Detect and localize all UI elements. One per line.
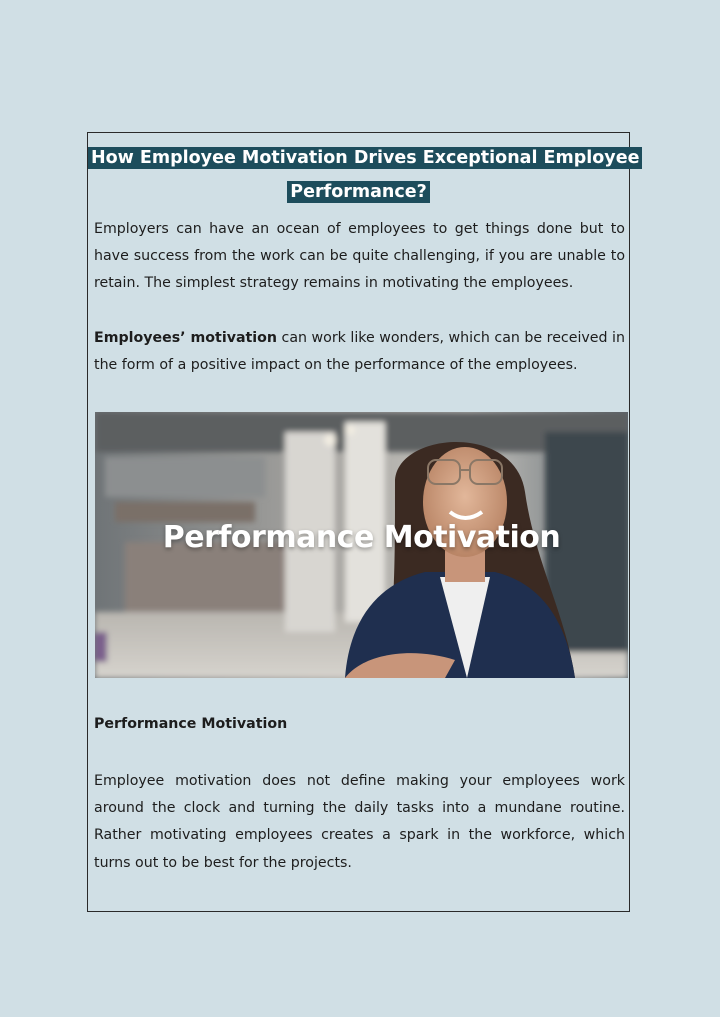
document-page: [87, 132, 640, 912]
intro-paragraph: Employers can have an ocean of employees to get things done but to have success from the work can be quite challenging, if you are unable to retain. The simplest strategy remains in motivating the employees.: [94, 221, 625, 292]
page-title: [88, 141, 640, 209]
motivation-paragraph-text: can work like wonders, which can be received in the form of a positive impact on the performance of the employees.: [94, 330, 625, 374]
section-heading: Performance Motivation: [94, 716, 288, 732]
motivation-bold-phrase: Employees’ motivation: [94, 330, 278, 346]
hero-caption: Performance Motivation: [162, 520, 561, 555]
title-line-1: How Employee Motivation Drives Exceptional Employee: [88, 147, 642, 169]
hero-image: [95, 412, 628, 678]
title-line-2: Performance?: [287, 181, 430, 203]
performance-paragraph: Employee motivation does not define making your employees work around the clock and turning the daily tasks into a mundane routine. Rather motivating employees creates a spark in the workforce, which turns out to be best for the projects.: [94, 773, 625, 871]
motivation-paragraph: [94, 325, 625, 379]
